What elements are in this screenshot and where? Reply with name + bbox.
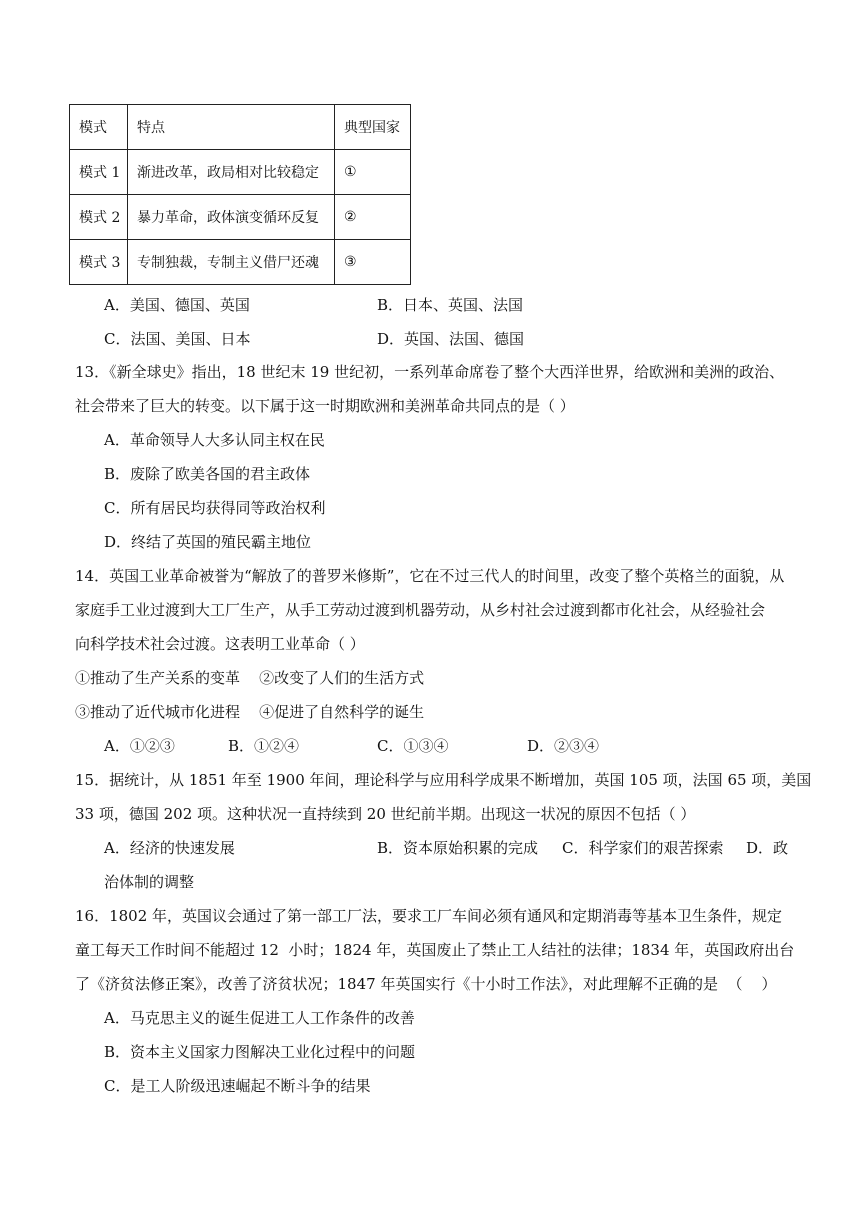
q15-option-a: A．经济的快速发展 [104,839,235,857]
q14-option-c: C．①③④ [377,737,449,755]
table-cell: 模式 1 [70,150,128,195]
q12-option-c: C．法国、美国、日本 [104,330,251,348]
q13-stem-line: 社会带来了巨大的转变。以下属于这一时期欧洲和美洲革命共同点的是（ ） [75,397,575,415]
q15-option-d-continued: 治体制的调整 [104,873,195,891]
table-cell: ② [335,195,411,240]
table-header-cell: 典型国家 [335,105,411,150]
table-row [70,195,411,240]
q14-option-d: D．②③④ [527,737,600,755]
q15-stem-line: 15．据统计，从 1851 年至 1900 年间，理论科学与应用科学成果不断增加，英国 105 项，法国 65 项，美国 [75,771,812,789]
q12-option-b: B．日本、英国、法国 [377,296,524,314]
q16-stem-line: 16．1802 年，英国议会通过了第一部工厂法，要求工厂车间必须有通风和定期消毒等基本卫生条件，规定 [75,907,783,925]
q16-stem-line: 了《济贫法修正案》，改善了济贫状况；1847 年英国实行《十小时工作法》，对此理解不正确的是 （ ） [75,975,777,993]
table-header-cell: 特点 [128,105,335,150]
table-cell: 渐进改革，政局相对比较稳定 [128,150,335,195]
q14-statement-line: ③推动了近代城市化进程 ④促进了自然科学的诞生 [75,703,425,721]
table-cell: 模式 3 [70,240,128,285]
table-cell: 模式 2 [70,195,128,240]
table-cell: ③ [335,240,411,285]
q14-stem-line: 14．英国工业革命被誉为“解放了的普罗米修斯”，它在不过三代人的时间里，改变了整个英格兰的面貌，从 [75,567,785,585]
q16-option-b: B．资本主义国家力图解决工业化过程中的问题 [104,1043,416,1061]
q14-option-b: B．①②④ [228,737,300,755]
q14-statement-line: ①推动了生产关系的变革 ②改变了人们的生活方式 [75,669,425,687]
table-row [70,240,411,285]
q13-stem-line: 13．《新全球史》指出，18 世纪末 19 世纪初，一系列革命席卷了整个大西洋世界，给欧洲和美洲的政治、 [75,363,785,381]
mode-table [69,104,411,285]
q15-option-d: D．政 [746,839,789,857]
table-cell: ① [335,150,411,195]
q14-stem-line: 向科学技术社会过渡。这表明工业革命（ ） [75,635,365,653]
table-header-cell: 模式 [70,105,128,150]
q13-option-b: B．废除了欧美各国的君主政体 [104,465,311,483]
q16-stem-line: 童工每天工作时间不能超过 12 小时；1824 年，英国废止了禁止工人结社的法律；1834 年，英国政府出台 [75,941,795,959]
q12-option-a: A．美国、德国、英国 [104,296,250,314]
q12-option-d: D．英国、法国、德国 [377,330,525,348]
q15-option-b: B．资本原始积累的完成 [377,839,539,857]
q14-option-a: A．①②③ [104,737,175,755]
q15-option-c: C．科学家们的艰苦探索 [562,839,724,857]
table-cell: 暴力革命，政体演变循环反复 [128,195,335,240]
q13-option-c: C．所有居民均获得同等政治权利 [104,499,326,517]
q16-option-a: A．马克思主义的诞生促进工人工作条件的改善 [104,1009,415,1027]
table-row [70,150,411,195]
table-header-row [70,105,411,150]
q13-option-d: D．终结了英国的殖民霸主地位 [104,533,312,551]
q14-stem-line: 家庭手工业过渡到大工厂生产，从手工劳动过渡到机器劳动，从乡村社会过渡到都市化社会，从经验社会 [75,601,766,619]
q13-option-a: A．革命领导人大多认同主权在民 [104,431,325,449]
table-cell: 专制独裁，专制主义借尸还魂 [128,240,335,285]
q16-option-c: C．是工人阶级迅速崛起不断斗争的结果 [104,1077,371,1095]
q15-stem-line: 33 项，德国 202 项。这种状况一直持续到 20 世纪前半期。出现这一状况的原因不包括（ ） [75,805,696,823]
